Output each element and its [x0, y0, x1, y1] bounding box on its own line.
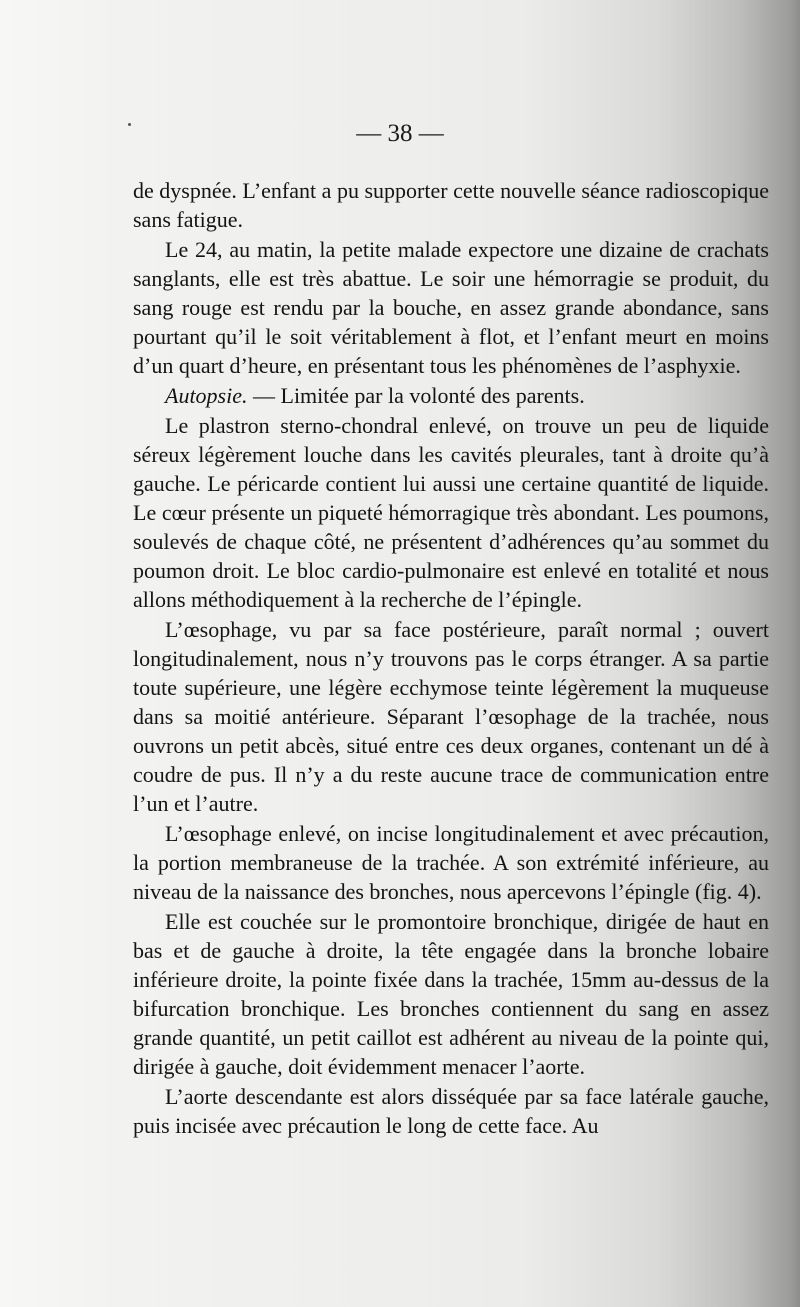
paragraph-2 [133, 235, 769, 380]
paragraph-3-text: — Limitée par la volonté des parents. [247, 383, 585, 408]
paragraph-4 [133, 411, 769, 614]
paragraph-8 [133, 1082, 769, 1140]
body-text [133, 176, 769, 1141]
section-heading-autopsie: Autopsie. [165, 383, 248, 408]
page-number: — 38 — [356, 120, 444, 147]
paragraph-5 [133, 615, 769, 818]
paragraph-2-text: Le 24, au matin, la petite malade expectore une dizaine de crachats sanglants, elle est très abattue. Le soir une hémorragie se produit, du sang rouge est rendu par la bouche, en assez grande abondance, sans pourtant qu’il le soit véritablement à flot, et l’enfant meurt en moins d’un quart d’heure, en présentant tous les phénomènes de l’asphyxie. [133, 237, 769, 378]
paragraph-6 [133, 819, 769, 906]
paragraph-8-text: L’aorte descendante est alors disséquée par sa face latérale gauche, puis incisée avec précaution le long de cette face. Au [133, 1084, 769, 1138]
paragraph-5-text: L’œsophage, vu par sa face postérieure, paraît normal ; ouvert longitudinalement, nous n’y trouvons pas le corps étranger. A sa partie toute supérieure, une légère ecchymose teinte légèrement la muqueuse dans sa moitié antérieure. Séparant l’œsophage de la trachée, nous ouvrons un petit abcès, situé entre ces deux organes, contenant un dé à coudre de pus. Il n’y a du reste aucune trace de communication entre l’un et l’autre. [133, 617, 769, 816]
paragraph-1 [133, 176, 769, 234]
paragraph-7 [133, 907, 769, 1081]
paragraph-4-text: Le plastron sterno-chondral enlevé, on trouve un peu de liquide séreux légèrement louche dans les cavités pleurales, tant à droite qu’à gauche. Le péricarde contient lui aussi une certaine quantité de liquide. Le cœur présente un piqueté hémorragique très abondant. Les poumons, soulevés de chaque côté, ne présentent d’adhérences qu’au sommet du poumon droit. Le bloc cardio-pulmonaire est enlevé en totalité et nous allons méthodiquement à la recherche de l’épingle. [133, 413, 769, 612]
paragraph-6-text: L’œsophage enlevé, on incise longitudinalement et avec précaution, la portion membraneuse de la trachée. A son extrémité inférieure, au niveau de la naissance des bronches, nous apercevons l’épingle (fig. 4). [133, 821, 769, 904]
paragraph-7-text: Elle est couchée sur le promontoire bronchique, dirigée de haut en bas et de gauche à droite, la tête engagée dans la bronche lobaire inférieure droite, la pointe fixée dans la trachée, 15mm au-dessus de la bifurcation bronchique. Les bronches contiennent du sang en assez grande quantité, un petit caillot est adhérent au niveau de la pointe qui, dirigée à gauche, doit évidemment menacer l’aorte. [133, 909, 769, 1079]
paragraph-1-text: de dyspnée. L’enfant a pu supporter cette nouvelle séance radioscopique sans fatigue. [133, 178, 769, 232]
paragraph-3 [133, 381, 769, 410]
